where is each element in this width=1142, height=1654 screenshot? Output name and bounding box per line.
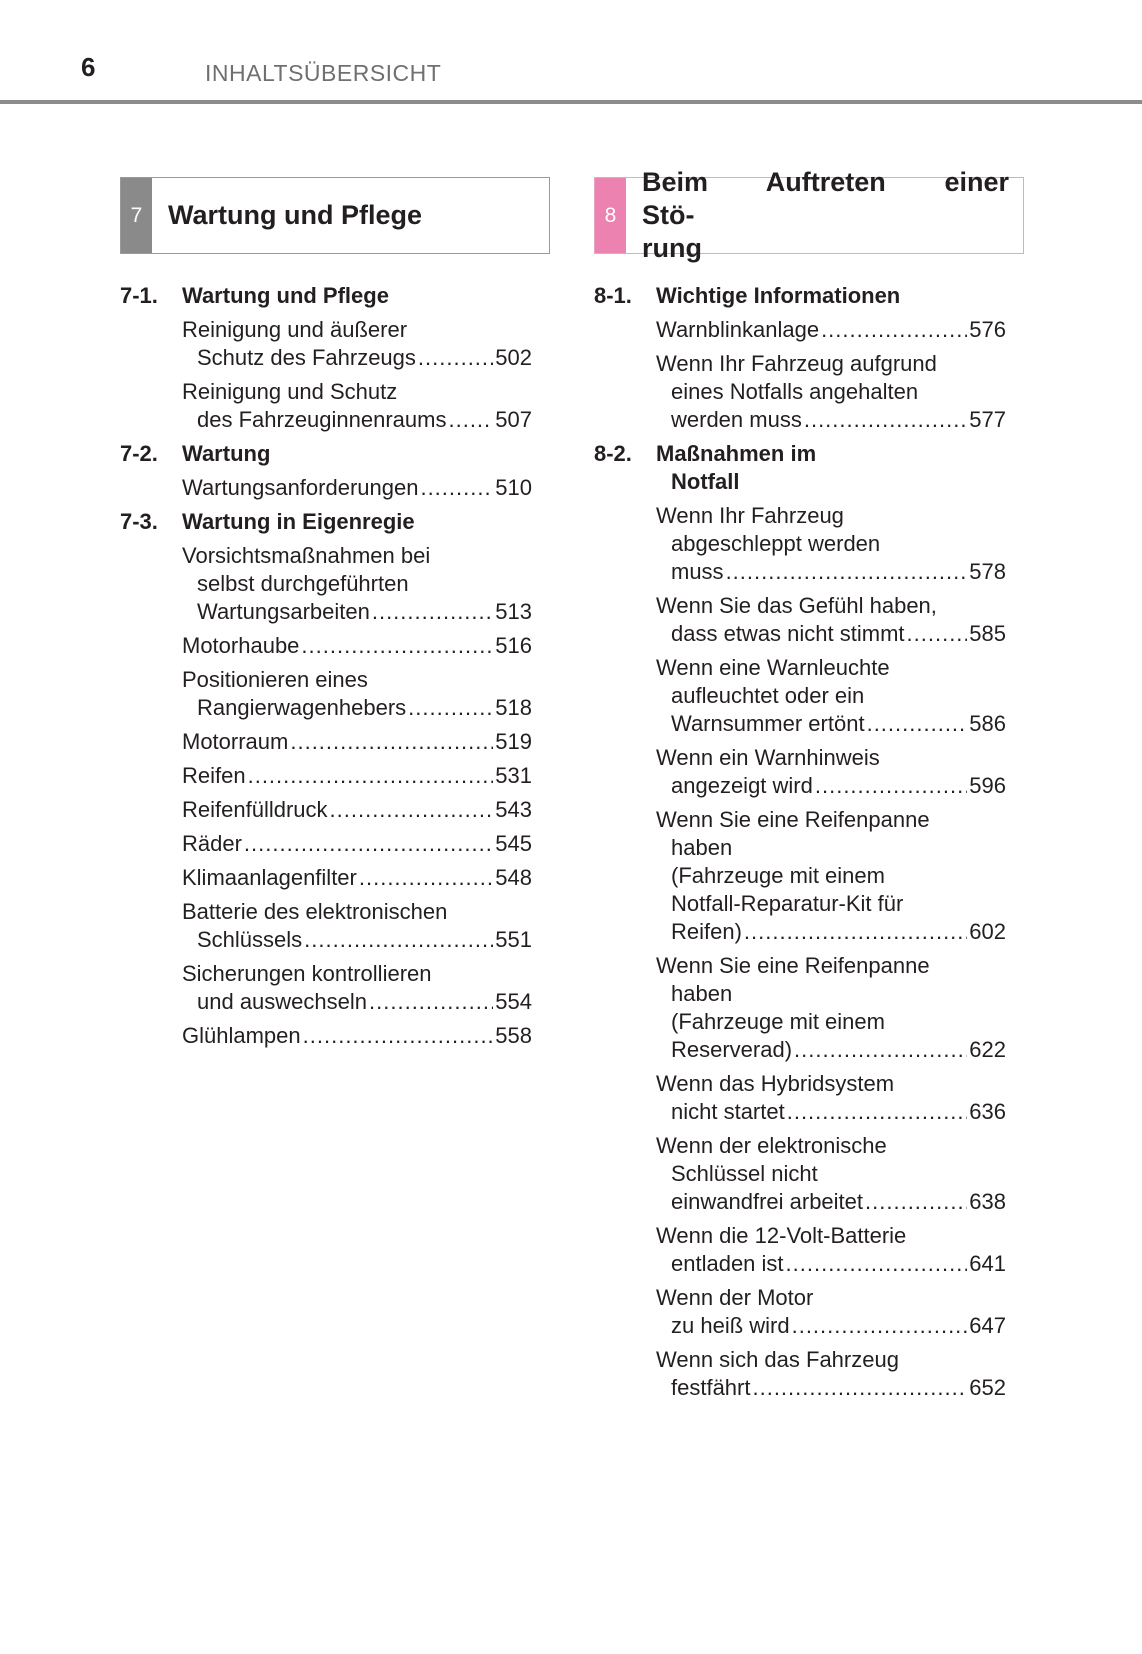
toc-entry-text: Sicherungen kontrollieren (182, 961, 432, 986)
toc-entry-text: festfährt (671, 1375, 751, 1400)
page-reference: 596 (969, 773, 1006, 798)
dot-leader (794, 1036, 967, 1064)
page-reference: 510 (495, 475, 532, 500)
toc-entry-text: dass etwas nicht stimmt (671, 621, 905, 646)
dot-leader (303, 1022, 494, 1050)
section-number: 7-2. (120, 441, 158, 466)
toc-entry[interactable] (656, 654, 1006, 738)
toc-entry-line (182, 344, 532, 372)
toc-entry-text: Wenn eine Warnleuchte (656, 655, 890, 680)
toc-entry-line (182, 926, 532, 954)
section-title: Wartung in Eigenregie (182, 509, 415, 534)
toc-entry[interactable] (182, 632, 532, 660)
toc-entry[interactable] (182, 830, 532, 858)
toc-entry[interactable] (656, 1284, 1006, 1340)
toc-entry[interactable] (182, 864, 532, 892)
dot-leader (290, 728, 493, 756)
page-reference: 602 (969, 919, 1006, 944)
dot-leader (865, 1188, 967, 1216)
toc-entry-text: Reifenfülldruck (182, 797, 328, 822)
header-title: INHALTSÜBERSICHT (205, 60, 442, 86)
page-reference: 585 (969, 621, 1006, 646)
dot-leader (792, 1312, 968, 1340)
toc-entry-line (656, 1098, 1006, 1126)
dot-leader (907, 620, 968, 648)
toc-entry[interactable] (182, 378, 532, 434)
dot-leader (244, 830, 493, 858)
toc-entry-line (182, 830, 532, 858)
toc-entry-text: eines Notfalls angehalten (671, 379, 919, 404)
toc-entry-line (656, 1250, 1006, 1278)
toc-entry-text: Wenn Ihr Fahrzeug (656, 503, 844, 528)
toc-entry[interactable] (656, 502, 1006, 586)
toc-entry-text: aufleuchtet oder ein (671, 683, 865, 708)
toc-entry-text: abgeschleppt werden (671, 531, 881, 556)
section-heading[interactable] (594, 440, 1006, 496)
dot-leader (301, 632, 493, 660)
toc-entry[interactable] (656, 1070, 1006, 1126)
section-heading[interactable] (120, 282, 532, 310)
toc-entry-line (656, 772, 1006, 800)
chapter-8-number: 8 (595, 178, 626, 253)
dot-leader (408, 694, 493, 722)
toc-entry-text: des Fahrzeuginnenraums (197, 407, 447, 432)
dot-leader (726, 558, 968, 586)
toc-entry-text: Warnsummer ertönt (671, 711, 865, 736)
toc-entry[interactable] (182, 960, 532, 1016)
toc-entry[interactable] (182, 474, 532, 502)
toc-entry-text: haben (671, 835, 733, 860)
toc-entry-text: Notfall-Reparatur-Kit für (671, 891, 904, 916)
section-title: Wartung und Pflege (182, 283, 389, 308)
toc-entry-text: werden muss (671, 407, 802, 432)
dot-leader (420, 474, 493, 502)
page-reference: 513 (495, 599, 532, 624)
toc-entry-text: Wartungsarbeiten (197, 599, 370, 624)
toc-entry-text: Wenn der Motor (656, 1285, 814, 1310)
section-heading[interactable] (120, 508, 532, 536)
section-heading[interactable] (594, 282, 1006, 310)
toc-entry-text: nicht startet (671, 1099, 785, 1124)
toc-entry-line (182, 728, 532, 756)
page-reference: 519 (495, 729, 532, 754)
toc-entry-line (182, 694, 532, 722)
dot-leader (359, 864, 493, 892)
toc-entry-text: Motorraum (182, 729, 289, 754)
page-reference: 641 (969, 1251, 1006, 1276)
toc-entry-line (182, 864, 532, 892)
dot-leader (330, 796, 494, 824)
toc-entry-line (656, 620, 1006, 648)
toc-entry[interactable] (656, 316, 1006, 344)
dot-leader (787, 1098, 968, 1126)
toc-entry-text: angezeigt wird (671, 773, 813, 798)
toc-entry-line (182, 474, 532, 502)
toc-entry-line (182, 632, 532, 660)
toc-entry[interactable] (656, 350, 1006, 434)
dot-leader (304, 926, 493, 954)
toc-entry-text: Positionieren eines (182, 667, 368, 692)
chapter-8-contents (594, 282, 1006, 1408)
section-title: Maßnahmen im (656, 441, 817, 466)
toc-entry-text: Wenn Sie das Gefühl haben, (656, 593, 937, 618)
page-reference: 636 (969, 1099, 1006, 1124)
dot-leader (372, 598, 493, 626)
toc-entry-text: Schlüssel nicht (671, 1161, 818, 1186)
section-heading[interactable] (120, 440, 532, 468)
toc-entry-text: Reinigung und Schutz (182, 379, 398, 404)
page-reference: 554 (495, 989, 532, 1014)
toc-entry-text: (Fahrzeuge mit einem (671, 1009, 885, 1034)
toc-entry-line (656, 558, 1006, 586)
toc-entry-text: Wenn Sie eine Reifenpanne (656, 953, 930, 978)
toc-entry-text: Räder (182, 831, 242, 856)
chapter-8-heading (594, 167, 1024, 263)
toc-entry-text: selbst durchgeführten (197, 571, 409, 596)
section-number: 8-2. (594, 441, 632, 466)
toc-entry-line (656, 316, 1006, 344)
page-reference: 516 (495, 633, 532, 658)
dot-leader (752, 1374, 967, 1402)
page-reference: 578 (969, 559, 1006, 584)
toc-entry-text: muss (671, 559, 724, 584)
toc-entry[interactable] (656, 1132, 1006, 1216)
toc-entry-text: Reifen (182, 763, 246, 788)
page-reference: 531 (495, 763, 532, 788)
toc-entry-text: Wenn der elektronische (656, 1133, 887, 1158)
toc-entry-text: Motorhaube (182, 633, 300, 658)
toc-entry-text: Warnblinkanlage (656, 317, 820, 342)
toc-entry[interactable] (182, 762, 532, 790)
dot-leader (786, 1250, 968, 1278)
page-reference: 586 (969, 711, 1006, 736)
toc-entry-text: Schlüssels (197, 927, 303, 952)
chapter-8-title-line: Beim Auftreten einer Stö- (642, 167, 1009, 230)
toc-entry-text: Wartungsanforderungen (182, 475, 419, 500)
toc-entry-line (656, 710, 1006, 738)
toc-entry-line (182, 762, 532, 790)
toc-entry[interactable] (656, 1346, 1006, 1402)
toc-entry[interactable] (182, 666, 532, 722)
toc-entry-text: einwandfrei arbeitet (671, 1189, 864, 1214)
header-divider (0, 100, 1142, 104)
dot-leader (867, 710, 968, 738)
page-header (0, 0, 1142, 106)
dot-leader (448, 406, 493, 434)
toc-entry-line (656, 1036, 1006, 1064)
toc-entry-text: Vorsichtsmaßnahmen bei (182, 543, 431, 568)
toc-entry-text: (Fahrzeuge mit einem (671, 863, 885, 888)
section-title: Wichtige Informationen (656, 283, 901, 308)
toc-entry-text: Wenn ein Warnhinweis (656, 745, 880, 770)
chapter-7-heading (120, 177, 550, 254)
page-reference: 647 (969, 1313, 1006, 1338)
page-reference: 545 (495, 831, 532, 856)
toc-entry[interactable] (656, 806, 1006, 946)
chapter-8-title-line: rung (642, 233, 702, 263)
chapter-7-number: 7 (121, 178, 152, 253)
toc-entry-text: Reinigung und äußerer (182, 317, 408, 342)
dot-leader (815, 772, 967, 800)
section-number: 8-1. (594, 283, 632, 308)
toc-entry-text: Batterie des elektronischen (182, 899, 448, 924)
dot-leader (821, 316, 967, 344)
toc-entry-text: Reifen) (671, 919, 742, 944)
toc-entry-text: zu heiß wird (671, 1313, 790, 1338)
toc-entry-line (182, 598, 532, 626)
section-number: 7-1. (120, 283, 158, 308)
toc-entry-line (656, 406, 1006, 434)
toc-entry-text: Wenn sich das Fahrzeug (656, 1347, 899, 1372)
toc-entry-text: Wenn Ihr Fahrzeug aufgrund (656, 351, 937, 376)
dot-leader (369, 988, 493, 1016)
toc-entry-line (656, 918, 1006, 946)
page-number: 6 (81, 52, 96, 82)
toc-entry-text: und auswechseln (197, 989, 368, 1014)
toc-entry-text: Rangierwagenhebers (197, 695, 407, 720)
page-reference: 548 (495, 865, 532, 890)
dot-leader (418, 344, 493, 372)
section-title: Notfall (671, 469, 740, 494)
dot-leader (804, 406, 967, 434)
chapter-7-contents (120, 282, 532, 1056)
toc-entry-line (182, 796, 532, 824)
dot-leader (248, 762, 494, 790)
toc-entry[interactable] (656, 952, 1006, 1064)
page-reference: 507 (495, 407, 532, 432)
toc-entry-line (182, 1022, 532, 1050)
toc-entry-text: Klimaanlagenfilter (182, 865, 357, 890)
toc-entry-line (182, 406, 532, 434)
section-title: Wartung (182, 441, 271, 466)
page-reference: 652 (969, 1375, 1006, 1400)
page-reference: 577 (969, 407, 1006, 432)
toc-entry-text: haben (671, 981, 733, 1006)
toc-entry-text: Wenn die 12-Volt-Batterie (656, 1223, 907, 1248)
toc-entry[interactable] (182, 898, 532, 954)
toc-entry[interactable] (182, 728, 532, 756)
page-reference: 518 (495, 695, 532, 720)
chapter-7-title: Wartung und Pflege (168, 200, 422, 230)
page-reference: 543 (495, 797, 532, 822)
toc-entry-text: entladen ist (671, 1251, 784, 1276)
toc-entry-line (656, 1374, 1006, 1402)
toc-entry[interactable] (656, 744, 1006, 800)
page-reference: 558 (495, 1023, 532, 1048)
page-reference: 638 (969, 1189, 1006, 1214)
page-reference: 576 (969, 317, 1006, 342)
toc-entry[interactable] (656, 592, 1006, 648)
toc-entry[interactable] (182, 542, 532, 626)
toc-entry-line (656, 1188, 1006, 1216)
toc-entry-text: Wenn das Hybridsystem (656, 1071, 895, 1096)
page-reference: 622 (969, 1037, 1006, 1062)
toc-entry-line (656, 1312, 1006, 1340)
page-reference: 502 (495, 345, 532, 370)
chapter-8-title (642, 167, 1009, 263)
page-reference: 551 (495, 927, 532, 952)
section-number: 7-3. (120, 509, 158, 534)
toc-entry-text: Glühlampen (182, 1023, 301, 1048)
toc-entry[interactable] (182, 316, 532, 372)
toc-entry-text: Wenn Sie eine Reifenpanne (656, 807, 930, 832)
toc-entry[interactable] (182, 1022, 532, 1050)
toc-entry[interactable] (182, 796, 532, 824)
dot-leader (744, 918, 967, 946)
toc-entry-text: Reserverad) (671, 1037, 793, 1062)
toc-entry-line (182, 988, 532, 1016)
toc-entry-text: Schutz des Fahrzeugs (197, 345, 416, 370)
toc-entry[interactable] (656, 1222, 1006, 1278)
